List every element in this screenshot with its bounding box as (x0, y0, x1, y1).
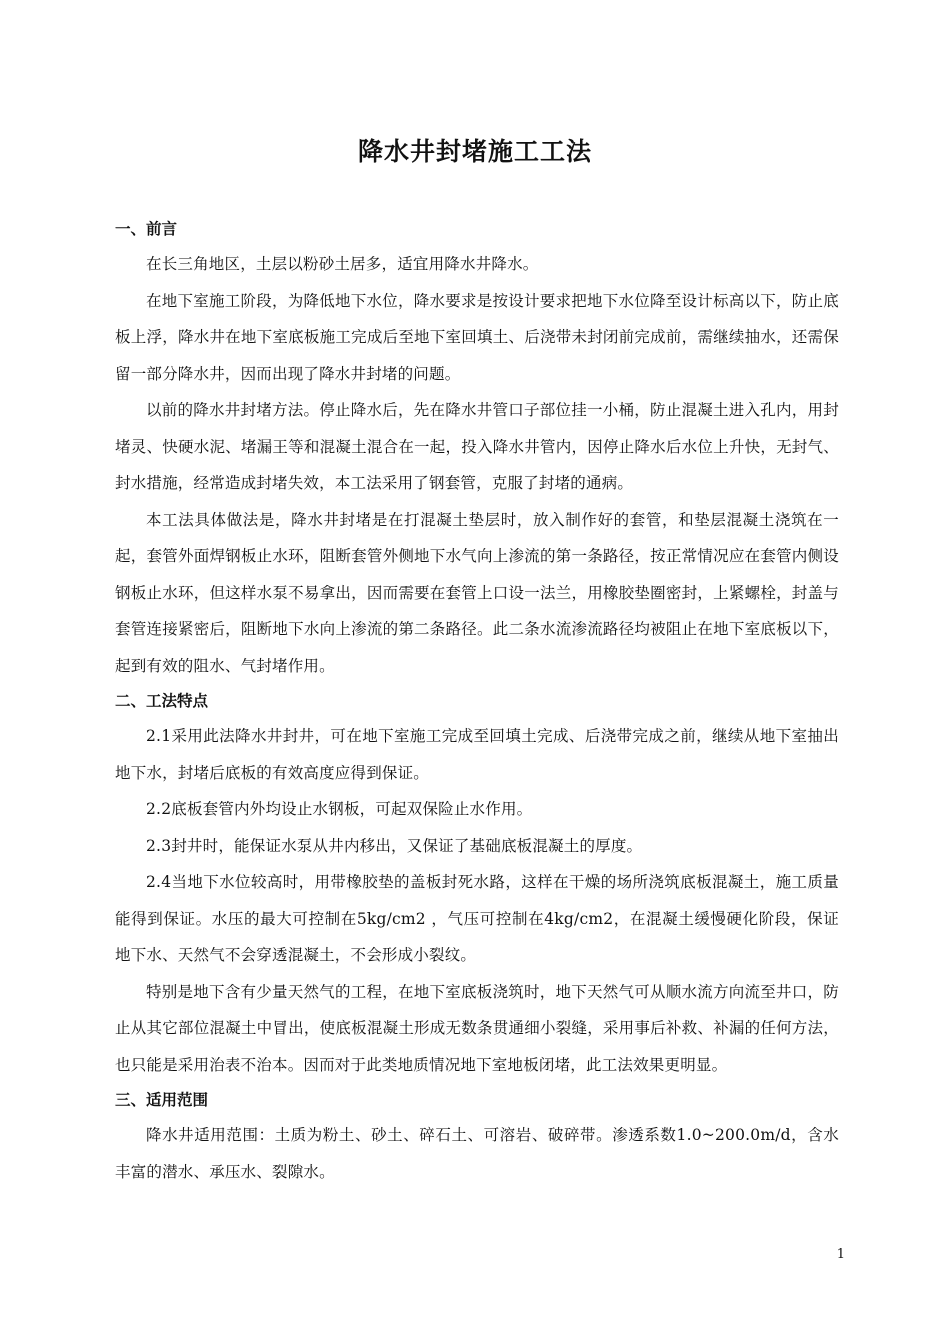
page-number: 1 (836, 1247, 845, 1262)
paragraph: 以前的降水井封堵方法。停止降水后，先在降水井管口子部位挂一小桶，防止混凝土进入孔内，用封堵灵、快硬水泥、堵漏王等和混凝土混合在一起，投入降水井管内，因停止降水后水位上升快，无封气、封水措施，经常造成封堵失效，本工法采用了钢套管，克服了封堵的通病。 (115, 401, 839, 492)
section-heading: 二、工法特点 (115, 692, 209, 710)
paragraph: 2.4当地下水位较高时，用带橡胶垫的盖板封死水路，这样在干燥的场所浇筑底板混凝土，施工质量能得到保证。水压的最大可控制在5kg/cm2 ，气压可控制在4kg/cm2，在混凝土缓慢硬化阶段，保证地下水、天然气不会穿透混凝土，不会形成小裂纹。 (115, 873, 839, 964)
paragraph: 在长三角地区，土层以粉砂土居多，适宜用降水井降水。 (146, 255, 539, 273)
paragraph: 2.2底板套管内外均设止水钢板，可起双保险止水作用。 (146, 800, 533, 818)
section-heading: 三、适用范围 (115, 1091, 209, 1109)
document-body (115, 212, 839, 1190)
section-preface (115, 212, 839, 684)
section-scope (115, 1083, 839, 1190)
paragraph: 降水井适用范围：土质为粉土、砂土、碎石土、可溶岩、破碎带。渗透系数1.0~200.0m/d，含水丰富的潜水、承压水、裂隙水。 (115, 1126, 839, 1181)
section-features (115, 684, 839, 1083)
paragraph: 本工法具体做法是，降水井封堵是在打混凝土垫层时，放入制作好的套管，和垫层混凝土浇筑在一起，套管外面焊钢板止水环，阻断套管外侧地下水气向上渗流的第一条路径，按正常情况应在套管内侧设钢板止水环，但这样水泵不易拿出，因而需要在套管上口设一法兰，用橡胶垫圈密封，上紧螺栓，封盖与套管连接紧密后，阻断地下水向上渗流的第二条路径。此二条水流渗流路径均被阻止在地下室底板以下，起到有效的阻水、气封堵作用。 (115, 510, 839, 675)
section-heading: 一、前言 (115, 220, 178, 238)
paragraph: 2.3封井时，能保证水泵从井内移出，又保证了基础底板混凝土的厚度。 (146, 836, 643, 855)
paragraph: 特别是地下含有少量天然气的工程，在地下室底板浇筑时，地下天然气可从顺水流方向流至井口，防止从其它部位混凝土中冒出，使底板混凝土形成无数条贯通细小裂缝，采用事后补救、补漏的任何方法，也只能是采用治表不治本。因而对于此类地质情况地下室地板闭堵，此工法效果更明显。 (115, 982, 839, 1074)
document-title: 降水井封堵施工工法 (357, 137, 592, 166)
paragraph: 在地下室施工阶段，为降低地下水位，降水要求是按设计要求把地下水位降至设计标高以下，防止底板上浮，降水井在地下室底板施工完成后至地下室回填土、后浇带未封闭前完成前，需继续抽水，还需保留一部分降水井，因而出现了降水井封堵的问题。 (115, 291, 839, 383)
paragraph: 2.1采用此法降水井封井，可在地下室施工完成至回填土完成、后浇带完成之前，继续从地下室抽出地下水，封堵后底板的有效高度应得到保证。 (115, 727, 839, 782)
